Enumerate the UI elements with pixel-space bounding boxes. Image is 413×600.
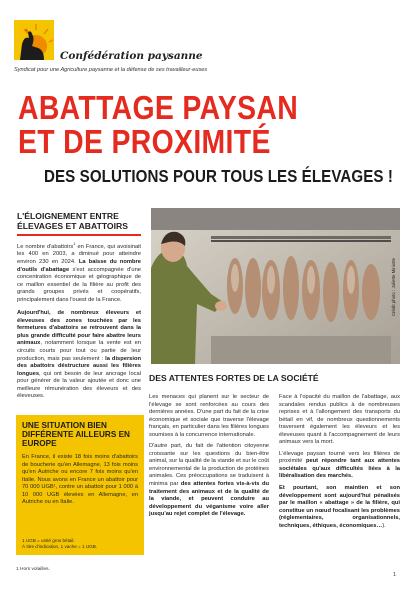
section-heading-line-2: ÉLEVAGES ET ABATTOIRS [17, 220, 128, 231]
section-heading-attentes [149, 374, 399, 384]
paragraph: Les menaces qui planent sur le secteur de l'élevage se sont renforcées au cours des dernières années. D'une part du fait de la crise économique et sociale que traverse l'élevage français, en particulier dans les filières longues soumises à la concurrence internationale. [149, 394, 269, 438]
paragraph: Et pourtant, son maintien et son développement sont aujourd'hui pénalisés par le maillon « abattage » de la filière, qui constitue un nœud focalisant les problèmes (réglementaires, organisationnels, techniques, éthiques, économiques…). [279, 485, 400, 529]
paragraph: D'autre part, du fait de l'attention citoyenne croissante sur les questions du bien-être animal, sur la qualité de la viande et sur le coût environnemental de la production de protéines animales. Ces préoccupations se traduisent à minima par des attentes fortes vis-à-vis du traitement des animaux et de la qualité de la viande, et peuvent conduire au développement du véganisme voire aller jusqu'au rejet complet de l'élevage. [149, 443, 269, 518]
middle-column [149, 394, 269, 523]
page-subtitle: DES SOLUTIONS POUR TOUS LES ÉLEVAGES ! [44, 166, 394, 186]
left-column [17, 240, 141, 401]
org-name: Confédération paysanne [60, 50, 203, 62]
europe-comparison-box [16, 415, 144, 555]
title-line-1: ABATTAGE PAYSAN [18, 89, 299, 126]
section-heading-text: DES ATTENTES FORTES DE LA SOCIÉTÉ [149, 373, 319, 383]
title-line-2: ET DE PROXIMITÉ [18, 123, 271, 160]
page-number: 1 [393, 572, 397, 578]
section-heading-line-1: L'ÉLOIGNEMENT ENTRE [17, 211, 119, 221]
paragraph: Le nombre d'abattoirs$^1$ en France, qui avoisinait les 400 en 2003, a diminué pour atteindre environ 230 en 2024. La baisse du nombre d'outils d'abattage s'est accompagnée d'une concentration économique et géographique de ce maillon essentiel de la filière au profit des grands groupes privés et coopératifs, principalement dans l'ouest de la France. [17, 241, 141, 303]
butcher-carcasses-photo [151, 208, 400, 364]
rooster-sun-logo-icon [14, 20, 54, 60]
page-title [18, 91, 298, 159]
right-column [279, 394, 400, 534]
box-note: 1 UGB = unité gros bétail. À titre d'indication, 1 vache = 1 UGB. [22, 538, 98, 549]
section-heading-eloignement [17, 212, 141, 236]
paragraph: Face à l'opacité du maillon de l'abattage, aux scandales rendus publics à de nombreuses reprises et à l'allongement des transports du bétail en vif, de nombreux questionnements traversent également les éleveurs et les éleveuses quant à l'accompagnement de leurs animaux vers la mort. [279, 394, 400, 446]
box-text: En France, il existe 18 fois moins d'abattoirs de boucherie qu'en Allemagne, 13 fois moins qu'en Autriche ou encore 7 fois moins qu'en Italie. Nous avons en France un abattoir pour 70 000 UGB¹, contre un abattoir pour 1 000 à 10 000 UGB élevées en Allemagne, en Autriche ou en Italie. [22, 454, 138, 506]
paragraph: L'élevage paysan tourné vers les filières de proximité peut répondre tant aux attentes sociétales qu'aux difficultés liées à la libéralisation des marchés. [279, 450, 400, 480]
box-heading: UNE SITUATION BIEN DIFFÉRENTE AILLEURS EN EUROPE [22, 421, 130, 448]
org-tagline: Syndicat pour une Agriculture paysanne et la défense de ses travailleur·euses [14, 67, 208, 73]
paragraph: Aujourd'hui, de nombreux éleveurs et éleveuses des zones touchées par les fermetures d'abattoirs se retrouvent dans la plus grande difficulté pour faire abattre leurs animaux, notamment lorsque la vente est en circuits courts pour tout ou partie de leur production, mais pas seulement : la dispersion des abattoirs déstructure aussi les filières longues, qui ont besoin de leur ancrage local pour générer de la valeur ajoutée et donc une meilleure rémunération des éleveurs et des éleveuses. [17, 310, 142, 400]
footnote: 1 Hors volailles. [16, 567, 50, 572]
heading-divider [17, 234, 141, 236]
header [14, 20, 394, 80]
photo-credit: Crédit photo : Juliette Miniotte [391, 258, 396, 317]
